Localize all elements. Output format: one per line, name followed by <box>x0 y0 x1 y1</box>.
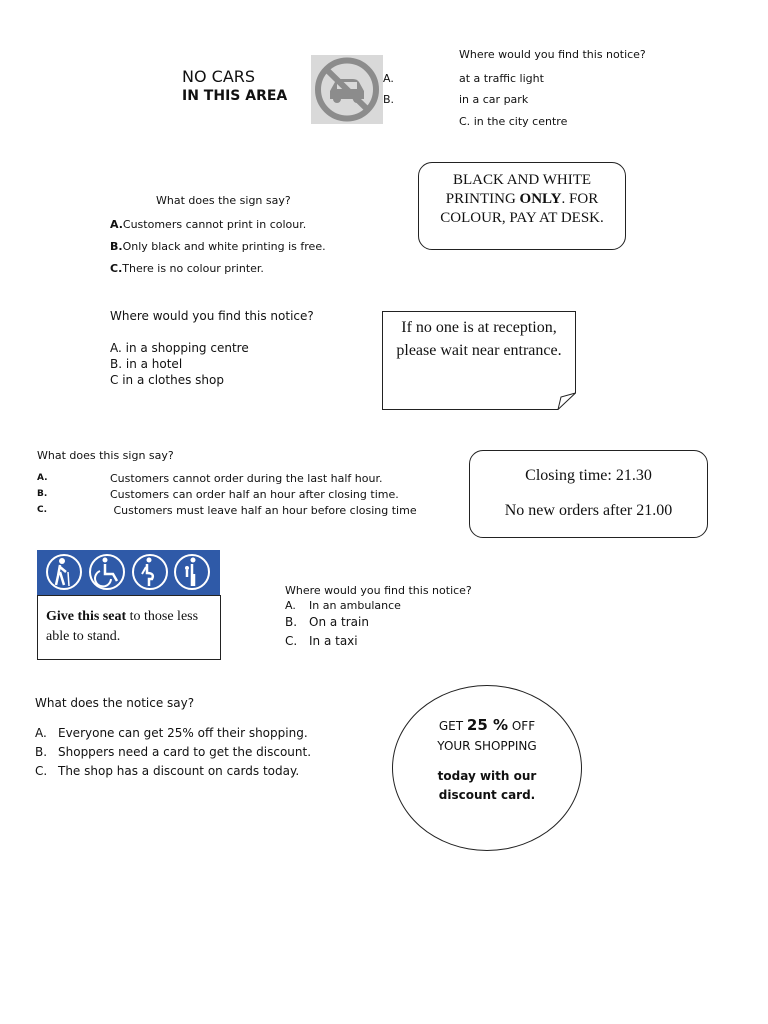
no-cars-title: NO CARS <box>182 67 256 86</box>
discount-percent: 25 % <box>466 716 509 734</box>
q5-option-a-letter: A. <box>285 599 296 612</box>
q6-option-c-text: The shop has a discount on cards today. <box>58 764 300 778</box>
q4-option-b-letter: B. <box>37 489 48 499</box>
wheelchair-icon <box>90 555 124 589</box>
no-cars-icon <box>311 55 383 124</box>
discount-sign-line1 <box>393 716 581 734</box>
elderly-person-icon <box>47 555 81 589</box>
q2-option-b <box>110 240 326 253</box>
printing-sign-text-a: BLACK AND WHITE PRINTING <box>445 172 592 207</box>
q5-option-c-letter: C. <box>285 634 298 648</box>
q2-option-a-letter: A. <box>110 218 123 231</box>
q3-option-c: C in a clothes shop <box>110 373 224 387</box>
q2-option-b-letter: B. <box>110 240 123 253</box>
q6-option-a-letter: A. <box>35 726 47 740</box>
q1-option-a-text: at a traffic light <box>459 72 544 85</box>
discount-sign-line2: YOUR SHOPPING <box>437 739 537 753</box>
reception-sign <box>382 311 576 410</box>
closing-time-line: Closing time: 21.30 <box>525 467 652 484</box>
q4-option-c-text: Customers must leave half an hour before closing time <box>110 504 417 517</box>
q6-option-c-letter: C. <box>35 764 48 778</box>
q1-option-a-letter: A. <box>383 72 394 85</box>
q4-option-a-letter: A. <box>37 473 48 483</box>
q2-option-b-text: Only black and white printing is free. <box>122 240 326 253</box>
priority-seat-bold: Give this seat <box>46 609 127 624</box>
q5-option-b-text: On a train <box>309 615 369 629</box>
reception-sign-text: If no one is at reception, please wait near entrance. <box>396 319 562 359</box>
q6-question: What does the notice say? <box>35 696 195 710</box>
q6-option-b-letter: B. <box>35 745 48 759</box>
q1-option-c <box>459 115 567 128</box>
priority-seat-rest: to those less able to stand. <box>46 609 199 644</box>
q1-question: Where would you find this notice? <box>459 48 646 61</box>
q2-option-c-letter: C. <box>110 262 123 275</box>
q2-option-a-text: Customers cannot print in colour. <box>122 218 307 231</box>
printing-sign-only: ONLY <box>519 191 562 207</box>
discount-sign-line4: discount card. <box>438 788 536 802</box>
discount-sign <box>392 685 582 851</box>
q3-question: Where would you find this notice? <box>110 309 314 323</box>
printing-sign <box>418 162 626 250</box>
q1-option-c-text: in the city centre <box>473 115 568 128</box>
discount-sign-line3: today with our <box>437 769 537 783</box>
q5-question: Where would you find this notice? <box>285 584 472 597</box>
q4-question: What does this sign say? <box>37 449 174 462</box>
q4-option-a-text: Customers cannot order during the last half hour. <box>110 472 383 485</box>
q2-option-c-text: There is no colour printer. <box>122 262 264 275</box>
no-new-orders-line: No new orders after 21.00 <box>504 502 673 519</box>
closing-time-sign <box>469 450 708 538</box>
q6-option-a-text: Everyone can get 25% off their shopping. <box>58 726 308 740</box>
q4-option-c-letter: C. <box>37 505 48 515</box>
printing-sign-text-c: . FOR COLOUR, PAY AT DESK. <box>440 191 604 226</box>
q5-option-b-letter: B. <box>285 615 298 629</box>
priority-seat-sign <box>37 595 221 660</box>
q5-option-c-text: In a taxi <box>309 634 358 648</box>
q6-option-b-text: Shoppers need a card to get the discount. <box>58 745 312 759</box>
q1-option-b-text: in a car park <box>459 93 529 106</box>
q2-option-a <box>110 218 306 231</box>
q1-option-c-letter: C. <box>459 115 471 128</box>
q1-option-b-letter: B. <box>383 93 395 106</box>
discount-get: GET <box>438 719 467 733</box>
q4-option-b-text: Customers can order half an hour after closing time. <box>110 488 399 501</box>
q2-option-c <box>110 262 264 275</box>
q2-question: What does the sign say? <box>156 194 291 207</box>
no-cars-subtitle: IN THIS AREA <box>182 88 288 104</box>
person-with-child-icon <box>175 555 209 589</box>
q5-option-a-text: In an ambulance <box>309 599 401 612</box>
q3-option-a: A. in a shopping centre <box>110 341 249 355</box>
pregnant-woman-icon <box>133 555 167 589</box>
q3-option-b: B. in a hotel <box>110 357 183 371</box>
discount-off: OFF <box>508 719 536 733</box>
priority-seat-banner <box>37 550 220 595</box>
